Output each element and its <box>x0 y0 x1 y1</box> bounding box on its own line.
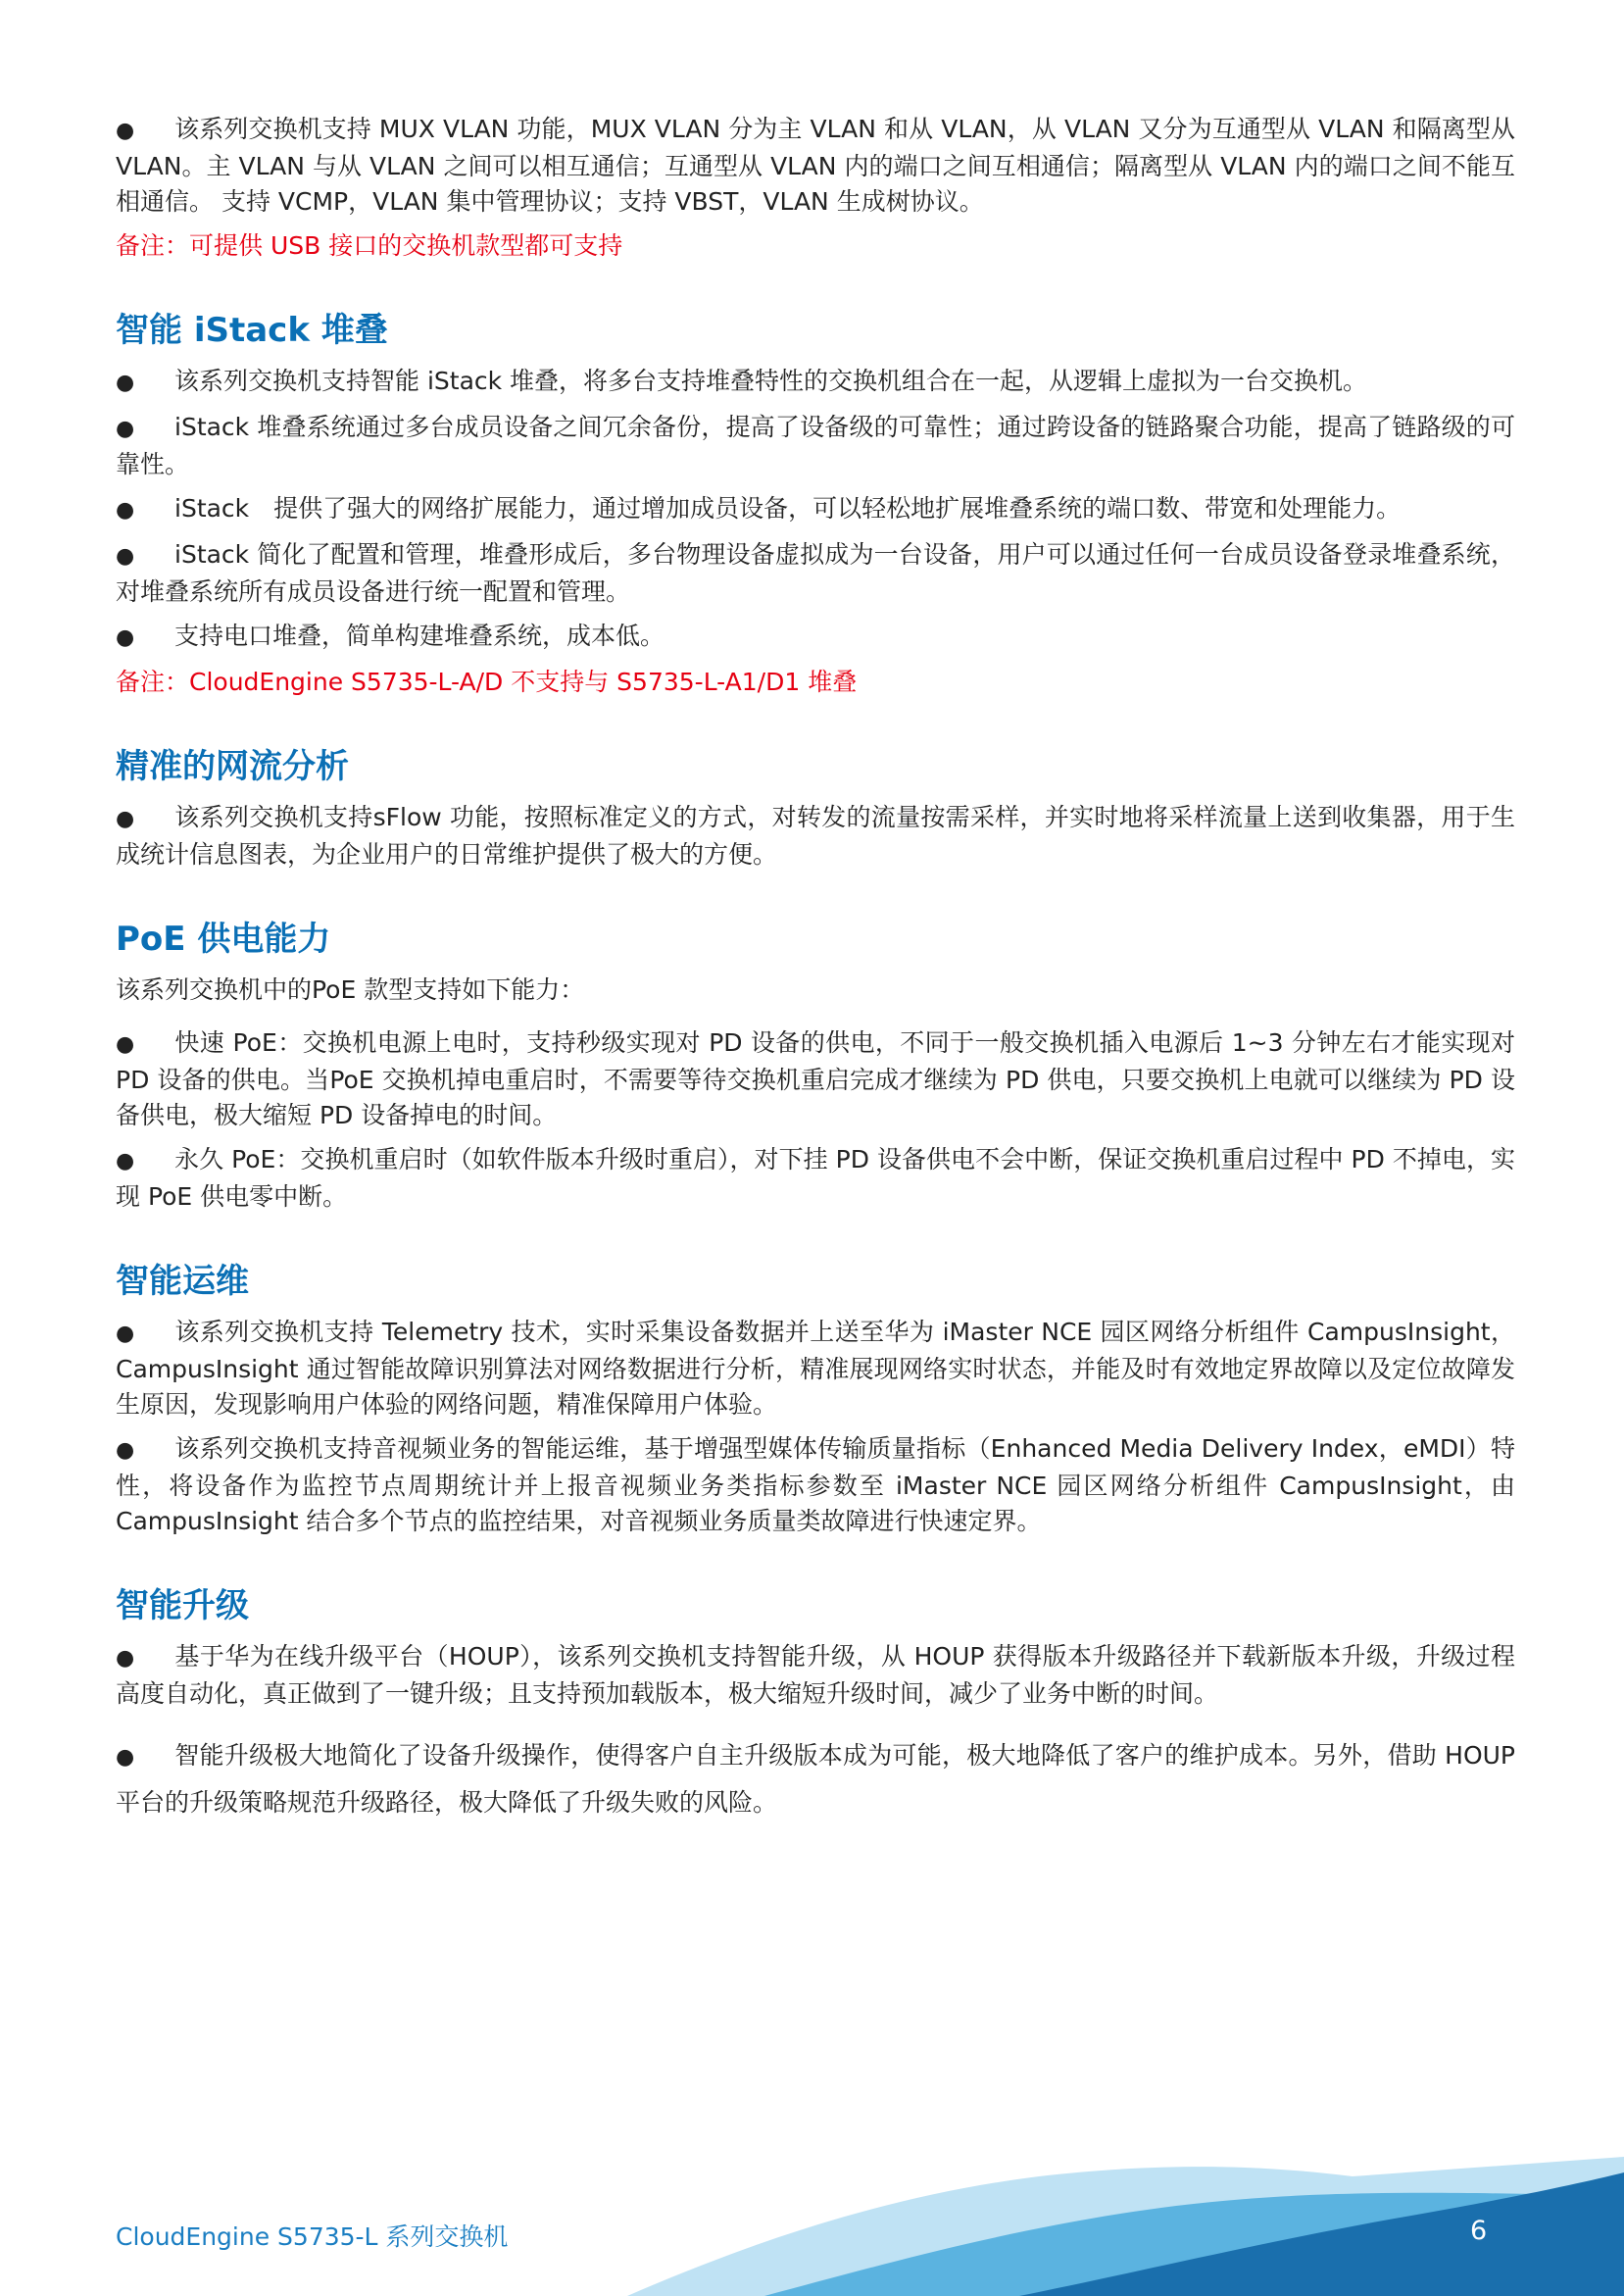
upgrade-bullet-2-text: 智能升级极大地简化了设备升级操作，使得客户自主升级版本成为可能，极大地降低了客户的维护成本。另外，借助 HOUP 平台的升级策略规范升级路径，极大降低了升级失败的风险。 <box>116 1741 1515 1817</box>
istack-note: 备注：CloudEngine S5735-L-A/D 不支持与 S5735-L-A1/D1 堆叠 <box>116 668 858 696</box>
upgrade-bullet-1-text: 基于华为在线升级平台（HOUP），该系列交换机支持智能升级，从 HOUP 获得版本升级路径并下载新版本升级，升级过程高度自动化，真正做到了一键升级；且支持预加载版本，极大缩短升级时间，减少了业务中断的时间。 <box>116 1642 1515 1708</box>
ops-bullet-2 <box>116 1431 1515 1539</box>
ops-bullet-2-text: 该系列交换机支持音视频业务的智能运维，基于增强型媒体传输质量指标（Enhanced Media Delivery Index，eMDI）特性，将设备作为监控节点周期统计并上报音视频业务类指标参数至 iMaster NCE 园区网络分析组件 CampusInsight，由 CampusInsight 结合多个节点的监控结果，对音视频业务质量类故障进行快速定界。 <box>116 1434 1515 1535</box>
page-number: 6 <box>1470 2216 1488 2246</box>
ops-bullet-1 <box>116 1315 1515 1423</box>
istack-bullet-2-text: iStack 堆叠系统通过多台成员设备之间冗余备份，提高了设备级的可靠性；通过跨设备的链路聚合功能，提高了链路级的可靠性。 <box>116 413 1515 478</box>
upgrade-heading: 智能升级 <box>116 1586 249 1625</box>
footer-product-name: CloudEngine S5735-L 系列交换机 <box>116 2222 509 2251</box>
poe-bullet-1-text: 快速 PoE：交换机电源上电时，支持秒级实现对 PD 设备的供电，不同于一般交换机插入电源后 1~3 分钟左右才能实现对 PD 设备的供电。当PoE 交换机掉电重启时，不需要等待交换机重启完成才继续为 PD 供电，只要交换机上电就可以继续为 PD 设备供电，极大缩短 PD 设备掉电的时间。 <box>116 1028 1515 1129</box>
bullet-icon: ● <box>116 371 135 395</box>
bullet-icon: ● <box>116 544 135 569</box>
sflow-heading: 精准的网流分析 <box>116 747 349 786</box>
bullet-icon: ● <box>116 1438 135 1463</box>
bullet-icon: ● <box>116 498 135 523</box>
ops-heading: 智能运维 <box>116 1262 249 1301</box>
bullet-icon: ● <box>116 1032 135 1057</box>
istack-bullet-5-text: 支持电口堆叠，简单构建堆叠系统，成本低。 <box>174 622 665 650</box>
istack-bullet-3-text: iStack 提供了强大的网络扩展能力，通过增加成员设备，可以轻松地扩展堆叠系统的端口数、带宽和处理能力。 <box>174 494 1402 523</box>
istack-bullet-3 <box>116 491 1515 528</box>
poe-heading: PoE 供电能力 <box>116 920 331 959</box>
poe-bullet-1 <box>116 1025 1515 1133</box>
istack-bullet-4 <box>116 537 1515 610</box>
usb-note: 备注：可提供 USB 接口的交换机款型都可支持 <box>116 231 623 260</box>
page-content <box>116 112 1515 1834</box>
upgrade-bullet-2 <box>116 1733 1515 1825</box>
istack-heading: 智能 iStack 堆叠 <box>116 311 388 350</box>
mux-vlan-bullet <box>116 112 1515 220</box>
bullet-icon: ● <box>116 1149 135 1173</box>
bullet-icon: ● <box>116 1646 135 1671</box>
istack-bullet-1 <box>116 364 1515 401</box>
istack-bullet-4-text: iStack 简化了配置和管理，堆叠形成后，多台物理设备虚拟成为一台设备，用户可以通过任何一台成员设备登录堆叠系统，对堆叠系统所有成员设备进行统一配置和管理。 <box>116 540 1515 606</box>
poe-bullet-2-text: 永久 PoE：交换机重启时（如软件版本升级时重启），对下挂 PD 设备供电不会中断，保证交换机重启过程中 PD 不掉电，实现 PoE 供电零中断。 <box>116 1145 1515 1211</box>
upgrade-bullet-1 <box>116 1639 1515 1712</box>
poe-bullet-2 <box>116 1142 1515 1215</box>
bullet-icon: ● <box>116 1745 135 1770</box>
bullet-icon: ● <box>116 1322 135 1346</box>
bullet-icon: ● <box>116 807 135 831</box>
poe-intro: 该系列交换机中的PoE 款型支持如下能力： <box>116 975 585 1004</box>
bullet-icon: ● <box>116 625 135 650</box>
mux-vlan-text: 该系列交换机支持 MUX VLAN 功能，MUX VLAN 分为主 VLAN 和从 VLAN，从 VLAN 又分为互通型从 VLAN 和隔离型从 VLAN。主 VLAN 与从 VLAN 之间可以相互通信；互通型从 VLAN 内的端口之间互相通信；隔离型从 VLAN 内的端口之间不能互相通信。 支持 VCMP，VLAN 集中管理协议；支持 VBST，VLAN 生成树协议。 <box>116 115 1515 216</box>
ops-bullet-1-text: 该系列交换机支持 Telemetry 技术，实时采集设备数据并上送至华为 iMaster NCE 园区网络分析组件 CampusInsight，CampusInsight 通过智能故障识别算法对网络数据进行分析，精准展现网络实时状态，并能及时有效地定界故障以及定位故障发生原因，发现影响用户体验的网络问题，精准保障用户体验。 <box>116 1318 1515 1419</box>
istack-bullet-2 <box>116 410 1515 482</box>
istack-bullet-5 <box>116 619 1515 656</box>
sflow-bullet-1 <box>116 800 1515 873</box>
sflow-bullet-1-text: 该系列交换机支持sFlow 功能，按照标准定义的方式，对转发的流量按需采样，并实时地将采样流量上送到收集器，用于生成统计信息图表，为企业用户的日常维护提供了极大的方便。 <box>116 803 1515 869</box>
bullet-icon: ● <box>116 119 135 143</box>
istack-bullet-1-text: 该系列交换机支持智能 iStack 堆叠，将多台支持堆叠特性的交换机组合在一起，从逻辑上虚拟为一台交换机。 <box>174 367 1368 395</box>
bullet-icon: ● <box>116 417 135 441</box>
